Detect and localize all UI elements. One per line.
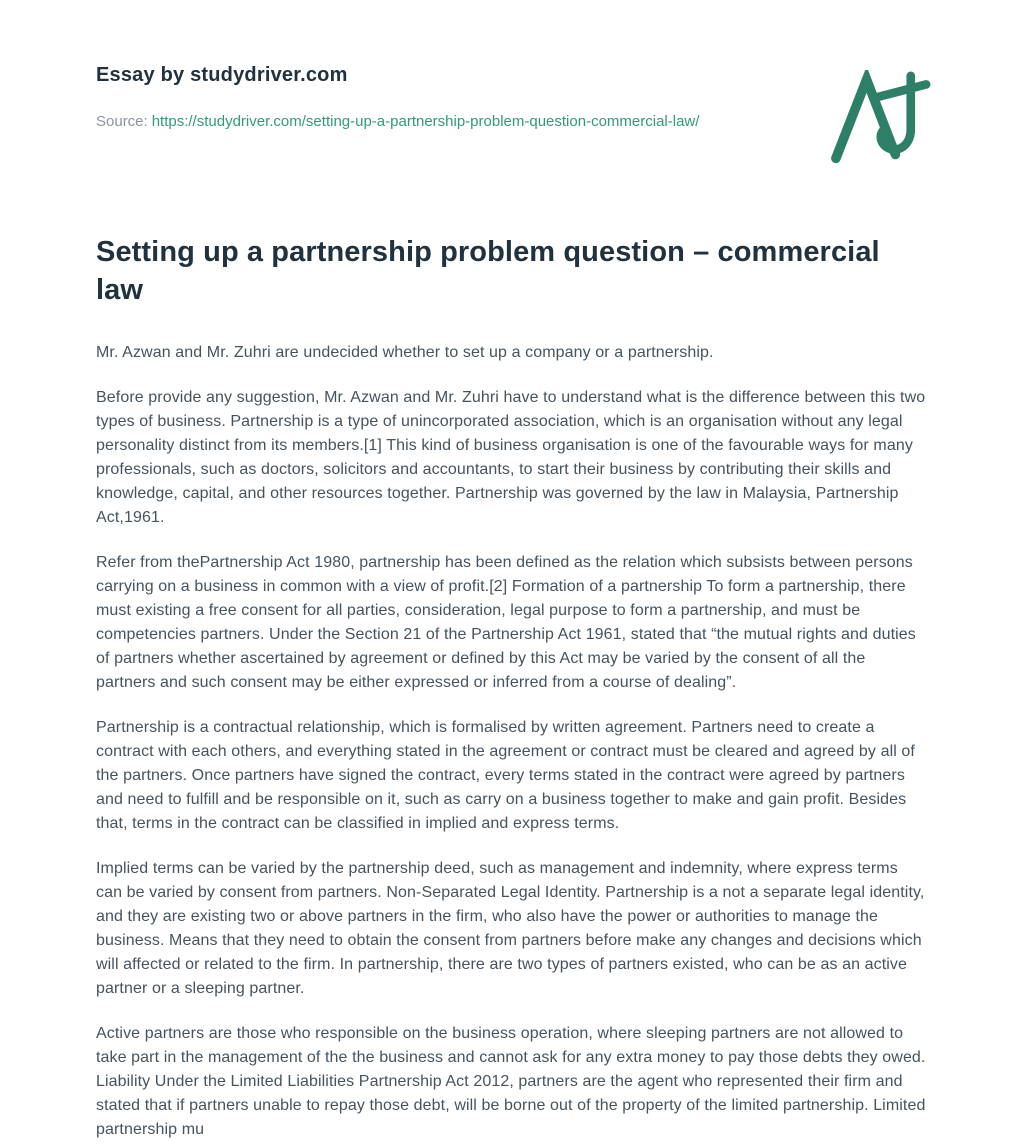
paragraph-6: Active partners are those who responsible on the business operation, where sleeping partners are not allowed to take part in the management of the the business and cannot ask for any extra money to pay those debts they owed. Liability Under the Limited Liabilities Partnership Act 2012, partners are the agent who represented their firm and stated that if partners unable to repay those debt, will be borne out of the property of the limited partnership. Limited partnership mu: [96, 1025, 926, 1138]
article-body: [96, 341, 928, 1142]
source-link[interactable]: https://studydriver.com/setting-up-a-partnership-problem-question-commercial-law/: [151, 113, 700, 130]
paragraph-3: Refer from thePartnership Act 1980, partnership has been defined as the relation which subsists between persons carrying on a business in common with a view of profit.[2] Formation of a partnership To form a partnership, there must existing a free consent for all parties, consideration, legal purpose to form a partnership, and must be competencies partners. Under the Section 21 of the Partnership Act 1961, stated that “the mutual rights and duties of partners whether ascertained by agreement or defined by this Act may be varied by the consent of all the partners and such consent may be either expressed or inferred from a course of dealing”.: [96, 554, 916, 691]
source-label: Source:: [96, 113, 148, 130]
byline: Essay by studydriver.com: [96, 64, 348, 86]
page-title: Setting up a partnership problem question – commercial law: [96, 236, 880, 306]
paragraph-1: Mr. Azwan and Mr. Zuhri are undecided whether to set up a company or a partnership.: [96, 344, 714, 361]
studydriver-logo-icon: [828, 70, 934, 166]
source-line: [96, 111, 766, 133]
paragraph-2: Before provide any suggestion, Mr. Azwan and Mr. Zuhri have to understand what is the difference between this two types of business. Partnership is a type of unincorporated association, which is an organisation without any legal personality distinct from its members.[1] This kind of business organisation is one of the favourable ways for many professionals, such as doctors, solicitors and accountants, to start their business by contributing their skills and knowledge, capital, and other resources together. Partnership was governed by the law in Malaysia, Partnership Act,1961.: [96, 389, 926, 526]
paragraph-5: Implied terms can be varied by the partnership deed, such as management and indemnity, where express terms can be varied by consent from partners. Non-Separated Legal Identity. Partnership is a not a separate legal identity, and they are existing two or above partners in the firm, who also have the power or authorities to manage the business. Means that they need to obtain the consent from partners before make any changes and decisions which will affected or related to the firm. In partnership, there are two types of partners existed, who can be as an active partner or a sleeping partner.: [96, 860, 925, 997]
paragraph-4: Partnership is a contractual relationship, which is formalised by written agreement. Partners need to create a contract with each others, and everything stated in the agreement or contract must be cleared and agreed by all of the partners. Once partners have signed the contract, every terms stated in the contract were agreed by partners and need to fulfill and be responsible on it, such as carry on a business together to make and gain profit. Besides that, terms in the contract can be classified in implied and express terms.: [96, 719, 915, 832]
